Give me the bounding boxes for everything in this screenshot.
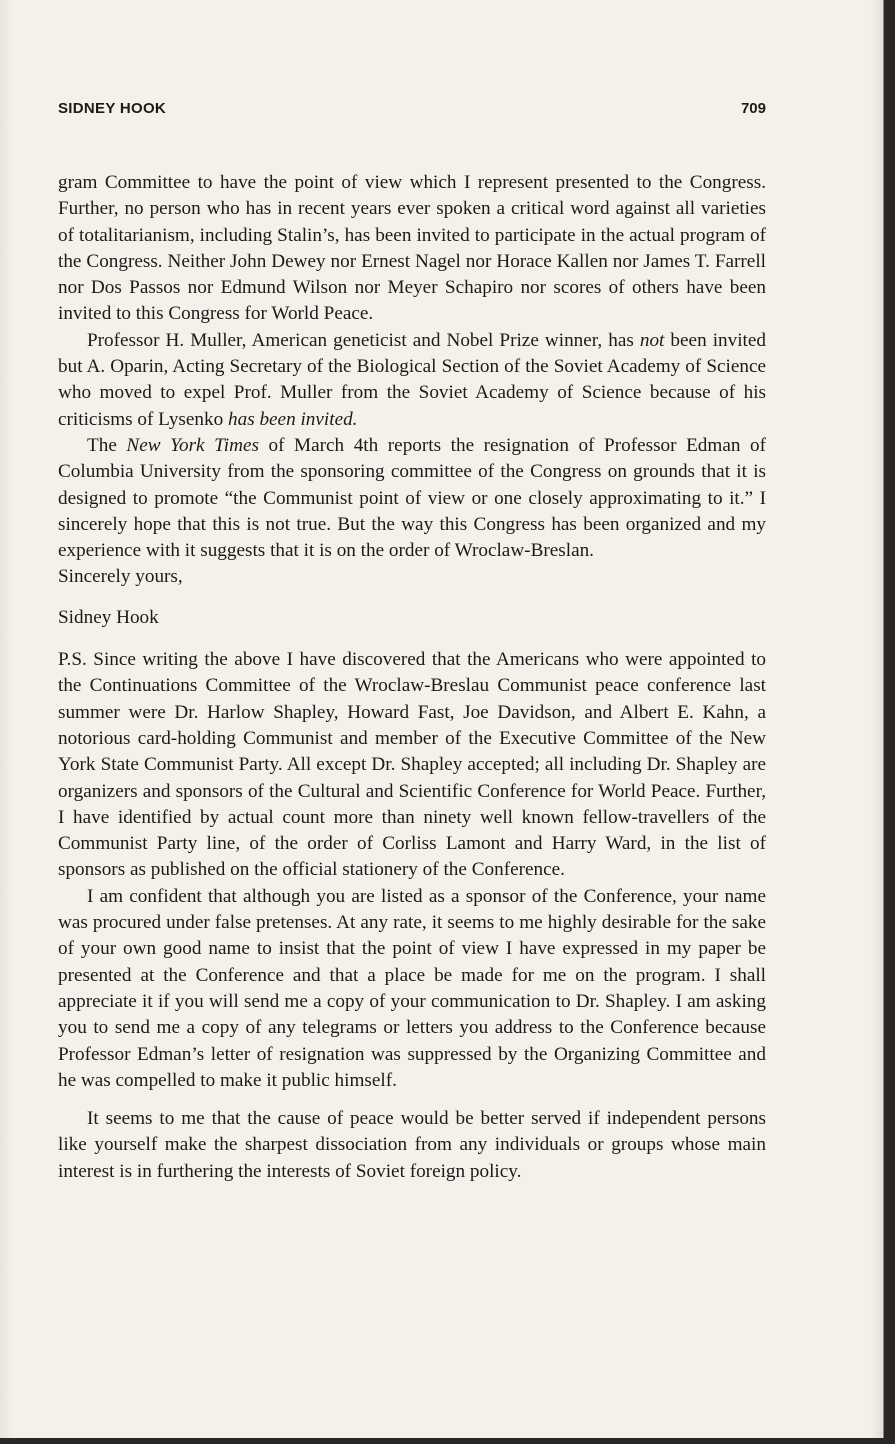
- emphasis-not: not: [639, 329, 665, 351]
- closing: Sincerely yours,: [58, 566, 183, 588]
- emphasis-has-been-invited: has been invited.: [228, 408, 358, 430]
- running-head: SIDNEY HOOK: [58, 100, 167, 117]
- text-run: The: [87, 434, 127, 456]
- paragraph-continuation: gram Committee to have the point of view which I represent presented to the Congress. Further, no person who has in recent years ever spoken a critical word against all varieties of totalitarianism, including Stalin’s, has been invited to participate in the actual program of the Congress. Neither John Dewey nor Ernest Nagel nor Horace Kallen nor James T. Farrell nor Dos Passos nor Edmund Wilson nor Meyer Schapiro nor scores of others have been invited to this Congress for World Peace.: [58, 172, 766, 325]
- page-header: [58, 100, 766, 122]
- paragraph-edman: [58, 433, 766, 564]
- newspaper-title: New York Times: [126, 434, 259, 456]
- text-run: Professor H. Muller, American geneticist and Nobel Prize winner, has: [87, 329, 640, 351]
- page-bottom-edge: [0, 1438, 895, 1444]
- text-run: been invited but A. Oparin, Acting Secretary of the Biological Section of the Soviet Academy of Science who moved to expel Prof. Muller from the Soviet Academy of Science because of his criticisms of Lysenko: [58, 329, 766, 430]
- body-text: [58, 170, 766, 1185]
- paragraph-confident: I am confident that although you are listed as a sponsor of the Conference, your name was procured under false pretenses. At any rate, it seems to me highly desirable for the sake of your own good name to insist that the point of view I have expressed in my paper be presented at the Conference and that a place be made for me on the program. I shall appreciate it if you will send me a copy of your communication to Dr. Shapley. I am asking you to send me a copy of any telegrams or letters you address to the Conference because Professor Edman’s letter of resignation was suppressed by the Organizing Committee and he was compelled to make it public himself.: [58, 885, 766, 1091]
- postscript: P.S. Since writing the above I have discovered that the Americans who were appointed to the Continuations Committee of the Wroclaw-Breslau Communist peace conference last summer were Dr. Harlow Shapley, Howard Fast, Joe Davidson, and Albert E. Kahn, a notorious card-holding Communist and member of the Executive Committee of the New York State Communist Party. All except Dr. Shapley accepted; all including Dr. Shapley are organizers and sponsors of the Cultural and Scientific Conference for World Peace. Further, I have identified by actual count more than ninety well known fellow-travellers of the Communist Party line, of the order of Corliss Lamont and Harry Ward, in the list of sponsors as published on the official stationery of the Conference.: [58, 649, 766, 881]
- page-number: 709: [740, 100, 766, 117]
- paragraph-muller: [58, 328, 766, 433]
- signature: Sidney Hook: [58, 606, 159, 628]
- text-run: of March 4th reports the resignation of Professor Edman of Columbia University from the sponsoring committee of the Congress on grounds that it is designed to promote “the Communist point of view or one closely approximating to it.” I sincerely hope that this is not true. But the way this Congress has been organized and my experience with it suggests that it is on the order of Wroclaw-Breslan.: [58, 434, 766, 562]
- paragraph-peace: It seems to me that the cause of peace would be better served if independent persons like yourself make the sharpest dissociation from any individuals or groups whose main interest is in furthering the interests of Soviet foreign policy.: [58, 1108, 766, 1182]
